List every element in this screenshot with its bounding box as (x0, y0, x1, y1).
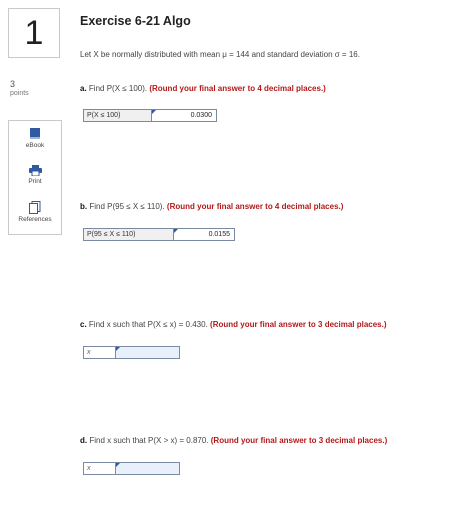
print-label: Print (28, 178, 42, 185)
part-b-answer-field (83, 228, 235, 241)
part-d-prompt: Find x such that P(X > x) = 0.870. (89, 436, 209, 445)
part-b-answer-value: 0.0155 (208, 231, 230, 238)
part-c-flag-icon (116, 347, 120, 351)
resource-sidebar (8, 120, 62, 235)
part-a-letter: a. (80, 84, 87, 93)
part-b-question (80, 202, 343, 211)
ebook-label: eBook (25, 142, 45, 149)
part-d-answer-input[interactable] (116, 463, 179, 474)
printer-icon (29, 165, 42, 176)
part-a-prompt: Find P(X ≤ 100). (88, 84, 148, 93)
part-b-flag-icon (174, 229, 178, 233)
print-button[interactable] (9, 165, 61, 185)
part-b-answer-input[interactable] (174, 229, 234, 240)
part-b-prompt: Find P(95 ≤ X ≤ 110). (89, 202, 165, 211)
part-d-letter: d. (80, 436, 88, 445)
part-c-answer-input[interactable] (116, 347, 179, 358)
part-a-answer-value: 0.0300 (190, 112, 212, 119)
part-b-letter: b. (80, 202, 88, 211)
question-number: 1 (24, 13, 44, 52)
part-b-instruction: (Round your final answer to 4 decimal places.) (166, 202, 344, 211)
part-c-answer-field (83, 346, 180, 359)
points-label: points (10, 90, 29, 97)
part-b-field-label: P(95 ≤ X ≤ 110) (84, 229, 174, 240)
part-c-letter: c. (80, 320, 87, 329)
references-button[interactable] (9, 201, 61, 223)
references-icon (29, 201, 41, 214)
part-a-question (80, 84, 326, 93)
ebook-button[interactable] (9, 127, 61, 149)
part-a-flag-icon (152, 110, 156, 114)
part-c-prompt: Find x such that P(X ≤ x) = 0.430. (88, 320, 208, 329)
part-c-field-label: x (84, 347, 116, 358)
exercise-intro: Let X be normally distributed with mean μ = 144 and standard deviation σ = 16. (80, 50, 360, 59)
question-number-box (8, 8, 60, 58)
points-value: 3 (10, 79, 16, 89)
part-a-answer-field (83, 109, 217, 122)
exercise-title: Exercise 6-21 Algo (80, 14, 191, 28)
book-icon (29, 127, 41, 140)
part-c-instruction: (Round your final answer to 3 decimal places.) (210, 320, 387, 329)
part-d-instruction: (Round your final answer to 3 decimal places.) (210, 436, 388, 445)
part-a-field-label: P(X ≤ 100) (84, 110, 152, 121)
part-d-question (80, 436, 387, 445)
references-label: References (18, 216, 52, 223)
part-c-question (80, 320, 387, 329)
part-d-answer-field (83, 462, 180, 475)
part-d-flag-icon (116, 463, 120, 467)
part-d-field-label: x (84, 463, 116, 474)
part-a-answer-input[interactable] (152, 110, 216, 121)
part-a-instruction: (Round your final answer to 4 decimal places.) (149, 84, 326, 93)
